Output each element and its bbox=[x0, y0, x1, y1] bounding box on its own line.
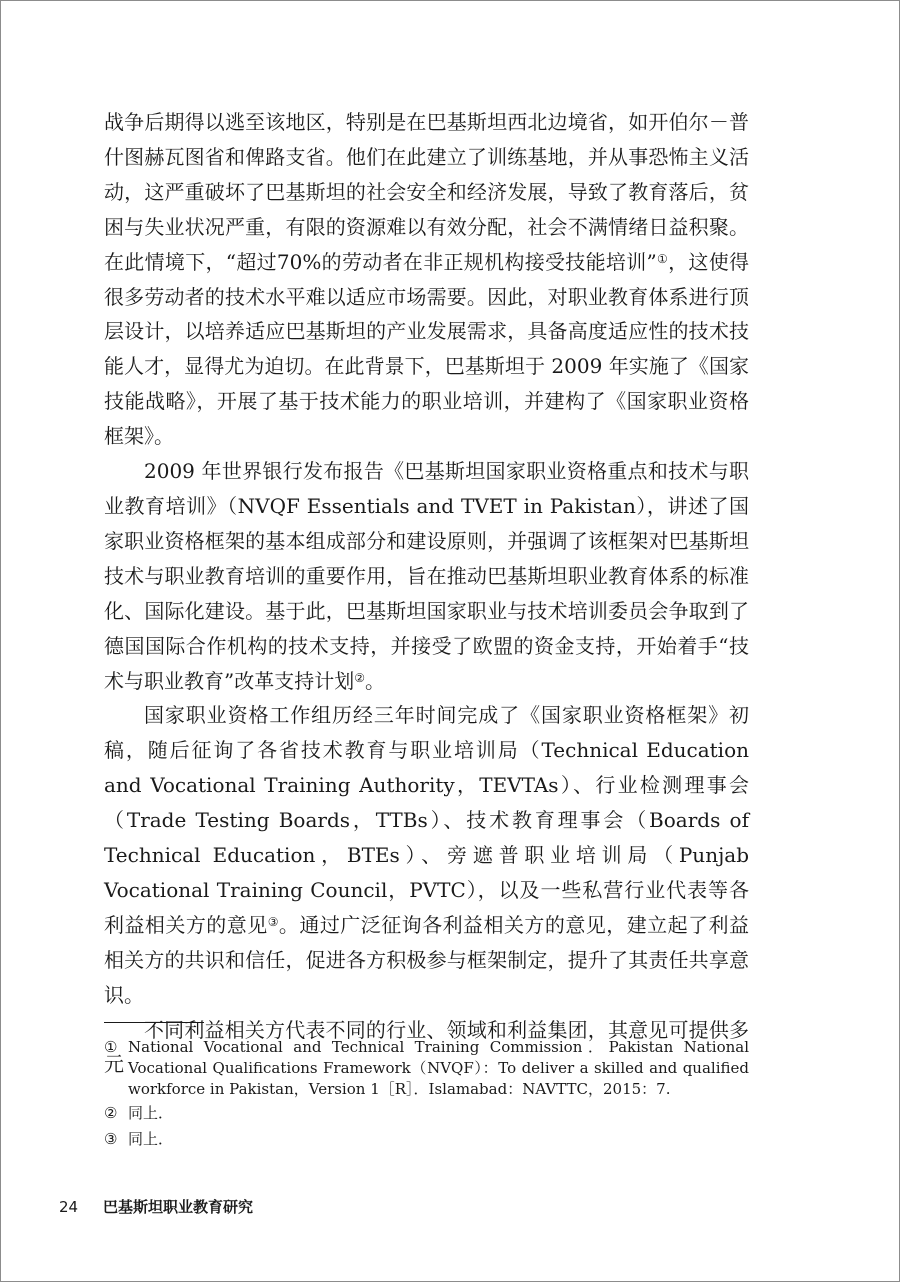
page-number: 24 bbox=[59, 1198, 79, 1216]
footnote-2 bbox=[104, 1103, 749, 1124]
book-title: 巴基斯坦职业教育研究 bbox=[103, 1198, 254, 1216]
footnote-ref-1[interactable]: ① bbox=[656, 251, 669, 266]
footnote-text: National Vocational and Technical Training Commission．Pakistan National Vocational Qualifications Framework（NVQF）：To deliver a skilled and qualified workforce in Pakistan，Version 1［R］．Islamabad：NAVTTC，2015：7. bbox=[128, 1038, 749, 1098]
footnote-number: ② bbox=[104, 1104, 118, 1122]
body-text bbox=[104, 105, 749, 1082]
paragraph-1: 战争后期得以逃至该地区，特别是在巴基斯坦西北边境省，如开伯尔－普什图赫瓦图省和俾路支省。他们在此建立了训练基地，并从事恐怖主义活动，这严重破坏了巴基斯坦的社会安全和经济发展，导致了教育落后，贫困与失业状况严重，有限的资源难以有效分配，社会不满情绪日益积聚。在此情境下，“超过70%的劳动者在非正规机构接受技能培训”①，这使得很多劳动者的技术水平难以适应市场需要。因此，对职业教育体系进行顶层设计，以培养适应巴基斯坦的产业发展需求，具备高度适应性的技术技能人才，显得尤为迫切。在此背景下，巴基斯坦于 2009 年实施了《国家技能战略》，开展了基于技术能力的职业培训，并建构了《国家职业资格框架》。 bbox=[104, 110, 750, 449]
page-footer bbox=[59, 1197, 253, 1217]
paragraph-2: 2009 年世界银行发布报告《巴基斯坦国家职业资格重点和技术与职业教育培训》（NVQF Essentials and TVET in Pakistan），讲述了国家职业资格框架的基本组成部分和建设原则，并强调了该框架对巴基斯坦技术与职业教育培训的重要作用，旨在推动巴基斯坦职业教育体系的标准化、国际化建设。基于此，巴基斯坦国家职业与技术培训委员会争取到了德国国际合作机构的技术支持，并接受了欧盟的资金支持，开始着手“技术与职业教育”改革支持计划②。 bbox=[104, 459, 749, 693]
footnote-text: 同上． bbox=[128, 1104, 174, 1122]
footnote-number: ③ bbox=[104, 1130, 118, 1148]
footnote-3 bbox=[104, 1129, 749, 1150]
footnote-number: ① bbox=[104, 1038, 118, 1056]
footnote-divider bbox=[104, 1022, 204, 1023]
footnote-ref-3[interactable]: ③ bbox=[267, 914, 279, 929]
footnote-text: 同上． bbox=[128, 1130, 174, 1148]
paragraph-4: 不同利益相关方代表不同的行业、领域和利益集团，其意见可提供多元 bbox=[104, 1017, 749, 1077]
paragraph-3: 国家职业资格工作组历经三年时间完成了《国家职业资格框架》初稿，随后征询了各省技术教育与职业培训局（Technical Education and Vocational Training Authority，TEVTAs）、行业检测理事会（Trade Testing Boards，TTBs）、技术教育理事会（Boards of Technical Education，BTEs）、旁遮普职业培训局（Punjab Vocational Training Council，PVTC），以及一些私营行业代表等各利益相关方的意见③。通过广泛征询各利益相关方的意见，建立起了利益相关方的共识和信任，促进各方积极参与框架制定，提升了其责任共享意识。 bbox=[104, 703, 750, 1007]
footnote-ref-2[interactable]: ② bbox=[354, 670, 365, 685]
footnote-1 bbox=[104, 1037, 749, 1100]
